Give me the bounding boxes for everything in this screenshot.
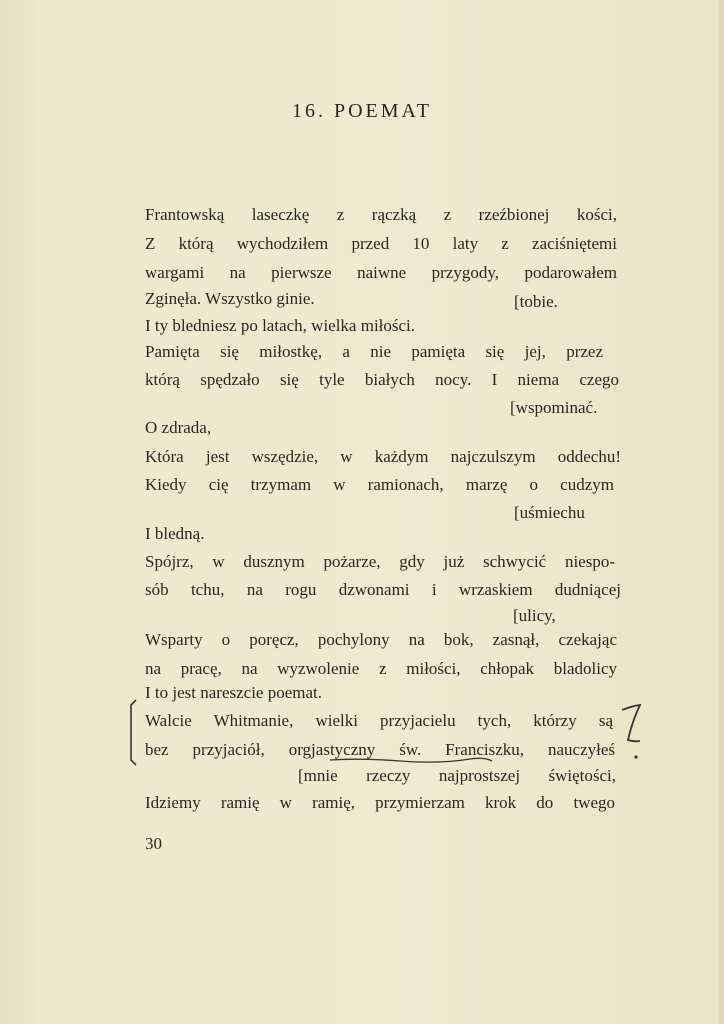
poem-line: I ty bledniesz po latach, wielka miłości. [145, 316, 416, 335]
poem-line: Zginęła. Wszystko ginie. [145, 289, 315, 308]
poem-line: którą spędzało się tyle białych nocy. I niema czego [145, 370, 619, 389]
poem-line: Pamięta się miłostkę, a nie pamięta się jej, przez [145, 342, 603, 361]
poem-title: 16. POEMAT [291, 100, 432, 122]
poem-line: na pracę, na wyzwolenie z miłości, chłopak bladolicy [145, 659, 617, 678]
poem-line-continuation: [wspominać. [510, 398, 598, 417]
poem-line: sób tchu, na rogu dzwonami i wrzaskiem dudniącej [145, 580, 621, 599]
page-number: 30 [145, 834, 162, 853]
poem-line: Która jest wszędzie, w każdym najczulszym oddechu! [145, 447, 621, 466]
poem-line: Idziemy ramię w ramię, przymierzam krok do twego [145, 793, 615, 812]
poem-line: Spójrz, w dusznym pożarze, gdy już schwycić niespo- [145, 552, 615, 571]
poem-line-continuation: [tobie. [514, 292, 558, 311]
margin-dot [634, 755, 637, 758]
poem-line-continuation: [uśmiechu [514, 503, 585, 522]
poem-line: Frantowską laseczkę z rączką z rzeźbionej kości, [145, 205, 617, 224]
poem-line: Walcie Whitmanie, wielki przyjacielu tych, którzy są [145, 711, 613, 730]
poem-line-continuation: [mnie rzeczy najprostszej świętości, [298, 766, 616, 785]
poem-line: O zdrada, [145, 418, 212, 437]
poem-line: I bledną. [145, 524, 205, 543]
poem-line: Z którą wychodziłem przed 10 laty z zaciśniętemi [145, 234, 617, 253]
underline-mark [330, 758, 492, 762]
poem-line: wargami na pierwsze naiwne przygody, podarowałem [145, 263, 617, 282]
margin-bracket-right [622, 705, 640, 741]
poem-line: bez przyjaciół, orgjastyczny św. Franciszku, nauczyłeś [145, 740, 615, 759]
poem-line: I to jest nareszcie poemat. [145, 683, 323, 702]
poem-line: Wsparty o poręcz, pochylony na bok, zasnął, czekając [145, 630, 617, 649]
poem-line: Kiedy cię trzymam w ramionach, marzę o cudzym [145, 475, 614, 494]
margin-bracket-left [131, 700, 136, 765]
poem-line-continuation: [ulicy, [513, 606, 556, 625]
